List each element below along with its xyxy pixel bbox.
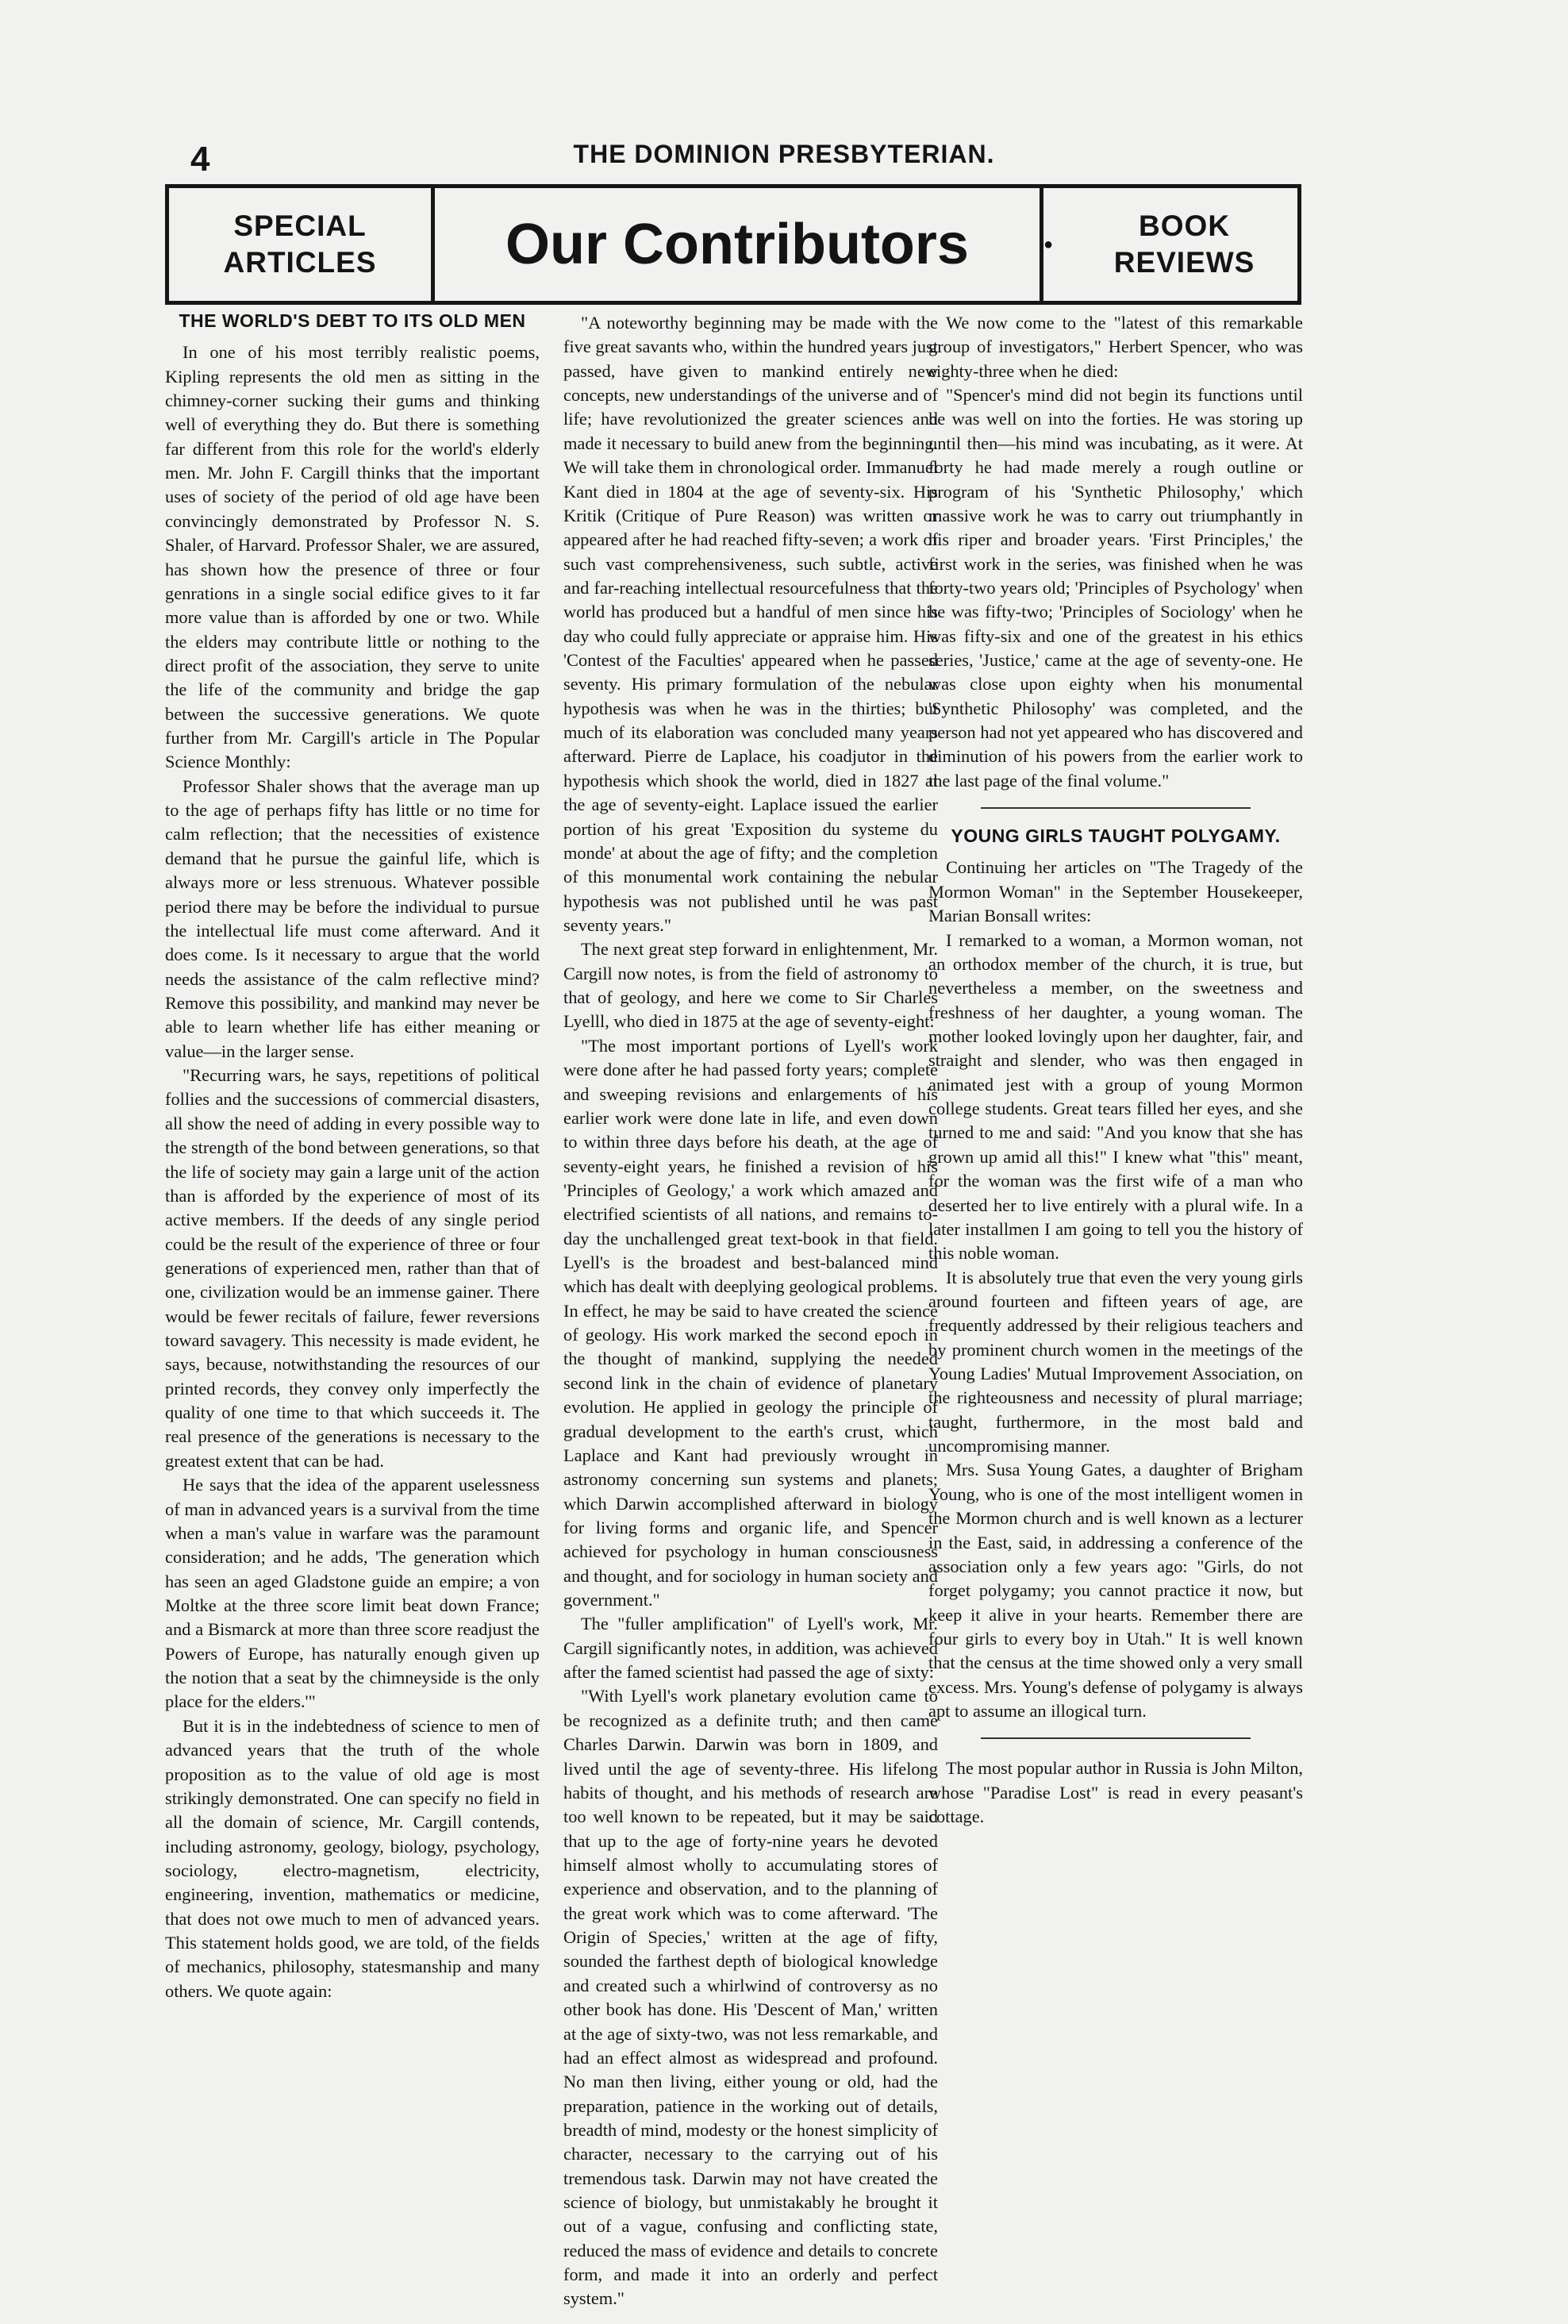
paragraph: Continuing her articles on "The Tragedy of the Mormon Woman" in the September Housekeeper, Marian Bonsall writes: [928,857,1303,926]
paragraph: "A noteworthy beginning may be made with the five great savants who, within the hundred years just passed, have given to mankind entirely new concepts, new understandings of the universe and of life; have revolutionized the greater sciences and made it necessary to build anew from the beginning. We will take them in chronological order. Immanuel Kant died in 1804 at the age of seventy-six. His Kritik (Critique of Pure Reason) was written or appeared after he had reached fifty-seven; a work of such vast comprehensiveness, such subtle, active and far-reaching intellectual resourcefulness that the world has produced but a handful of men since his day who could fully appreciate or appraise him. His 'Contest of the Faculties' appeared when he passed seventy. His primary formulation of the nebular hypothesis was when he was in the thirties; but much of its elaboration was concluded many years afterward. Pierre de Laplace, his coadjutor in the hypothesis which shook the world, died in 1827 at the age of seventy-eight. Laplace issued the earlier portion of his great 'Exposition du systeme du monde' at about the age of fifty; and the completion of this monumental work containing the nebular hypothesis was not published until he was past seventy years." [563,313,938,935]
column-3 [928,311,1303,1830]
divider-rule [981,1737,1251,1739]
paragraph: The "fuller amplification" of Lyell's work, Mr. Cargill significantly notes, in addition, was achieved after the famed scientist had passed the age of sixty: [563,1614,938,1683]
page-number: 4 [190,140,210,179]
banner-title: Our Contributors [505,213,969,276]
paragraph: In one of his most terribly realistic poems, Kipling represents the old men as sitting in the chimney-corner sucking their gums and thinking well of everything they do. But there is something far different from this role for the world's elderly men. Mr. John F. Cargill thinks that the important uses of society of the period of old age have been convincingly demonstrated by Professor N. S. Shaler, of Harvard. Professor Shaler, we are assured, has shown how the presence of three or four genrations in a single social edifice gives to it far more value than is afforded by one or two. While the elders may contribute little or nothing to the direct profit of the association, they serve to unite the life of the community and bridge the gap between the successive generations. We quote further from Mr. Cargill's article in The Popular Science Monthly: [165,342,540,772]
paragraph: The next great step forward in enlightenment, Mr. Cargill now notes, is from the field of astronomy to that of geology, and here we come to Sir Charles Lyelll, who died in 1875 at the age of seventy-eight: [563,939,938,1032]
divider-rule [981,807,1251,809]
paragraph: I remarked to a woman, a Mormon woman, not an orthodox member of the church, it is true, but nevertheless a member, on the sweetness and freshness of her daughter, a young woman. The mother looked lovingly upon her daughter, fair, and straight and slender, who was then engaged in animated jest with a group of young Mormon college students. Great tears filled her eyes, and she turned to me and said: "And you know that she has grown up amid all this!" I knew what "this" meant, for the woman was the first wife of a man who deserted her to live entirely with a plural wife. In a later installmen I am going to tell you the history of this noble woman. [928,929,1303,1264]
article-headline: YOUNG GIRLS TAUGHT POLYGAMY. [951,825,1281,847]
paragraph: "Recurring wars, he says, repetitions of political follies and the successions of commercial disasters, all show the need of adding in every possible way to the strength of the bond between generations, so that the life of society may gain a large unit of the action than is afforded by the experience of most of its active members. If the deeds of any single period could be the result of the experience of three or four generations of experienced men, rather than that of one, civilization would be an immense gainer. There would be fewer recitals of failure, fewer reversions toward savagery. This necessity is made evident, he says, because, notwithstanding the resources of our printed records, they convey only imperfectly the quality of one time to that which succeeds it. The real presence of the generations is necessary to the greatest extent that can be had. [165,1065,540,1471]
banner-right-label [1040,188,1297,301]
paragraph: "Spencer's mind did not begin its functions until he was well on into the forties. He was storing up until then—his mind was incubating, as it were. At forty he had made merely a rough outline or program of his 'Synthetic Philosophy,' which massive work he was to carry out triumphantly in his riper and broader years. 'First Principles,' the first work in the series, was finished when he was forty-two years old; 'Principles of Psychology' when he was fifty-two; 'Principles of Sociology' when he was fifty-six and one of the greatest in his ethics series, 'Justice,' came at the age of seventy-one. He was close upon eighty when his monumental 'Synthetic Philosophy' was completed, and the person had not yet appeared who has discovered and diminution of his powers from the earlier work to the last page of the final volume." [928,385,1303,791]
column-2 [563,311,938,2311]
banner-right-text: BOOK REVIEWS [1113,209,1255,279]
banner-left-label: SPECIAL ARTICLES [169,188,435,301]
publication-title: THE DOMINION PRESBYTERIAN. [573,140,995,168]
paragraph: He says that the idea of the apparent uselessness of man in advanced years is a survival from the time when a man's value in warfare was the paramount consideration; and he adds, 'The generation which has seen an aged Gladstone guide an empire; a von Moltke at the three score limit beat down France; and a Bismarck at more than three score readjust the Powers of Europe, has naturally enough given up the notion that a seat by the chimneyside is the only place for the elders.'" [165,1475,540,1712]
filler-note: The most popular author in Russia is John Milton, whose "Paradise Lost" is read in every peasant's cottage. [928,1758,1303,1827]
paragraph: It is absolutely true that even the very young girls around fourteen and fifteen years of age, are frequently addressed by their religious teachers and by prominent church women in the meetings of the Young Ladies' Mutual Improvement Association, on the righteousness and necessity of plural marriage; taught, furthermore, in the most bald and uncompromising manner. [928,1267,1303,1456]
article-headline: THE WORLD'S DEBT TO ITS OLD MEN [179,310,526,331]
paragraph: Professor Shaler shows that the average man up to the age of perhaps fifty has little or no time for calm reflection; that the necessities of existence demand that he pursue the gainful life, which is always more or less strenuous. Whatever possible period there may be before the individual to pursue the intellectual life must come afterward. And it does come. Is it necessary to argue that the world needs the assistance of the calm reflective mind? Remove this possibility, and mankind may never be able to learn whether life has either meaning or value—in the larger sense. [165,775,540,1061]
bullet-icon: ● [1043,235,1055,253]
paragraph: "The most important portions of Lyell's work were done after he had passed forty years; complete and sweeping revisions and enlargements of his earlier work were done late in life, and even down to within three days before his death, at the age of seventy-eight years, he finished a revision of his 'Principles of Geology,' a work which amazed and electrified scientists of all nations, and remains to-day the unchallenged great text-book in that field. Lyell's is the broadest and best-balanced mind which has dealt with deeplying geological problems. In effect, he may be said to have created the science of geology. His work marked the second epoch in the thought of mankind, supplying the needed second link in the chain of evidence of planetary evolution. He applied in geology the principle of gradual development to the earth's crust, which Laplace and Kant had previously wrought in astronomy concerning sun systems and planets; which Darwin accomplished afterward in biology for living forms and organic life, and Spencer achieved for psychology in human consciousness and thought, and for sociology in human society and government." [563,1035,938,1610]
paragraph: But it is in the indebtedness of science to men of advanced years that the truth of the whole proposition as to the value of old age is most strikingly demonstrated. One can specify no field in all the domain of science, Mr. Cargill contends, including astronomy, geology, biology, psychology, sociology, electro-magnetism, electricity, engineering, invention, mathematics or medicine, that does not owe much to men of advanced years. This statement holds good, we are told, of the fields of mechanics, philosophy, statesmanship and many others. We quote again: [165,1715,540,2001]
paragraph: We now come to the "latest of this remarkable group of investigators," Herbert Spencer, who was eighty-three when he died: [928,313,1303,381]
paragraph: Mrs. Susa Young Gates, a daughter of Brigham Young, who is one of the most intelligent women in the Mormon church and is well known as a lecturer in the East, said, in addressing a conference of the association only a few years ago: "Girls, do not forget polygamy; you cannot practice it now, but keep it alive in your hearts. Remember there are four girls to every boy in Utah." It is well known that the census at the time showed only a very small excess. Mrs. Young's defense of polygamy is always apt to assume an illogical turn. [928,1460,1303,1722]
column-1 [165,311,540,2003]
paragraph: "With Lyell's work planetary evolution came to be recognized as a definite truth; and then came Charles Darwin. Darwin was born in 1809, and lived until the age of seventy-three. His lifelong habits of thought, and his methods of research are too well known to be repeated, but it may be said that up to the age of forty-nine years he devoted himself almost wholly to accumulating stores of experience and observation, and to the planning of the great work which was to come afterward. 'The Origin of Species,' written at the age of fifty, sounded the farthest depth of biological knowledge and created such a whirlwind of controversy as no other book has done. His 'Descent of Man,' written at the age of sixty-two, was not less remarkable, and had an effect almost as widespread and profound. No man then living, either young or old, had the preparation, patience in the working out of details, breadth of mind, modesty or the honest simplicity of character, necessary to the carrying out of his tremendous task. Darwin may not have created the science of biology, but unmistakably he brought it out of a vague, confusing and conflicting state, reduced the mass of evidence and details to concrete form, and made it into an orderly and perfect system." [563,1686,938,2309]
section-banner [165,184,1301,305]
